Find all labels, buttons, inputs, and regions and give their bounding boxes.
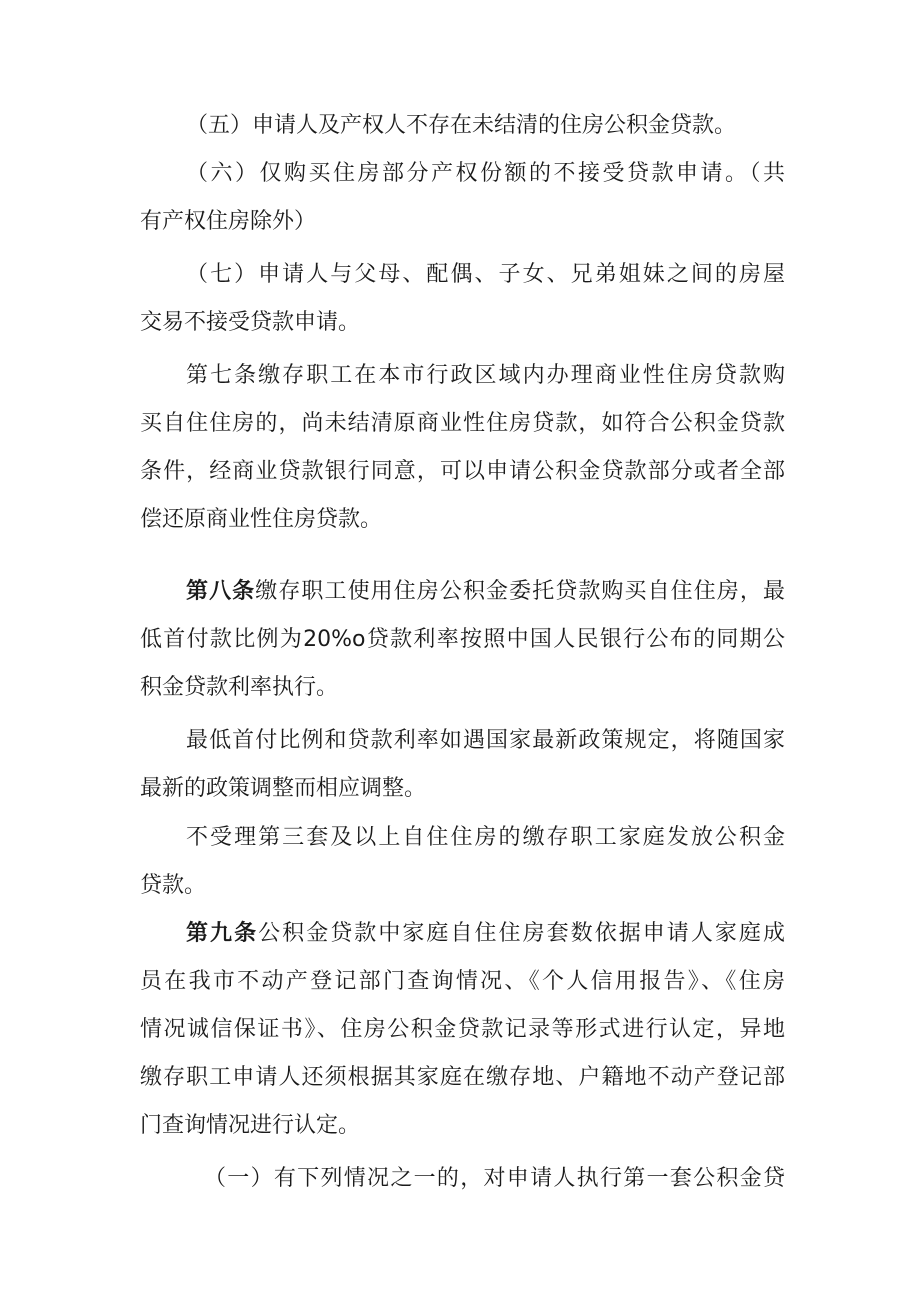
article-9-line-3: 情况诚信保证书》、住房公积金贷款记录等形式进行认定，异地 (140, 1017, 785, 1042)
article-9-line-5: 门查询情况进行认定。 (140, 1113, 361, 1138)
clause-6-line-1: （六）仅购买住房部分产权份额的不接受贷款申请。（共 (186, 161, 785, 186)
article-9-line-4: 缴存职工申请人还须根据其家庭在缴存地、户籍地不动产登记部 (140, 1065, 785, 1090)
article-9-line-2: 员在我市不动产登记部门查询情况、《个人信用报告》、《住房 (140, 969, 785, 994)
article-8-line-1 (186, 577, 785, 607)
article-9-item-1-line-1: （一）有下列情况之一的，对申请人执行第一套公积金贷 (204, 1166, 785, 1191)
article-8-line-1-text: 缴存职工使用住房公积金委托贷款购买自住住房，最 (255, 579, 785, 604)
article-8-label: 第八条 (186, 579, 256, 604)
article-7-line-1: 第七条缴存职工在本市行政区域内办理商业性住房贷款购 (186, 363, 785, 388)
article-9-line-1 (186, 919, 785, 949)
article-7-line-3: 条件，经商业贷款银行同意，可以申请公积金贷款部分或者全部 (140, 459, 785, 484)
article-9-line-1-text: 公积金贷款中家庭自住住房套数依据申请人家庭成 (258, 921, 785, 946)
clause-7-line-2: 交易不接受贷款申请。 (140, 310, 361, 335)
article-8-line-2: 低首付款比例为20%o贷款利率按照中国人民银行公布的同期公 (140, 627, 785, 652)
article-8-para-2-line-2: 最新的政策调整而相应调整。 (140, 776, 427, 801)
article-8-line-3: 积金贷款利率执行。 (140, 675, 339, 700)
article-8-para-3-line-1: 不受理第三套及以上自住住房的缴存职工家庭发放公积金 (186, 825, 785, 850)
clause-5-line-1: （五）申请人及产权人不存在未结清的住房公积金贷款。 (186, 113, 737, 138)
article-8-para-3-line-2: 贷款。 (140, 873, 207, 898)
article-8-para-2-line-1: 最低首付比例和贷款利率如遇国家最新政策规定，将随国家 (186, 728, 785, 753)
clause-6-line-2: 有产权住房除外） (140, 209, 317, 234)
article-7-line-2: 买自住住房的，尚未结清原商业性住房贷款，如符合公积金贷款 (140, 411, 785, 436)
clause-7-line-1: （七）申请人与父母、配偶、子女、兄弟姐妹之间的房屋 (186, 262, 785, 287)
article-7-line-4: 偿还原商业性住房贷款。 (140, 507, 383, 532)
article-9-label: 第九条 (186, 921, 259, 946)
